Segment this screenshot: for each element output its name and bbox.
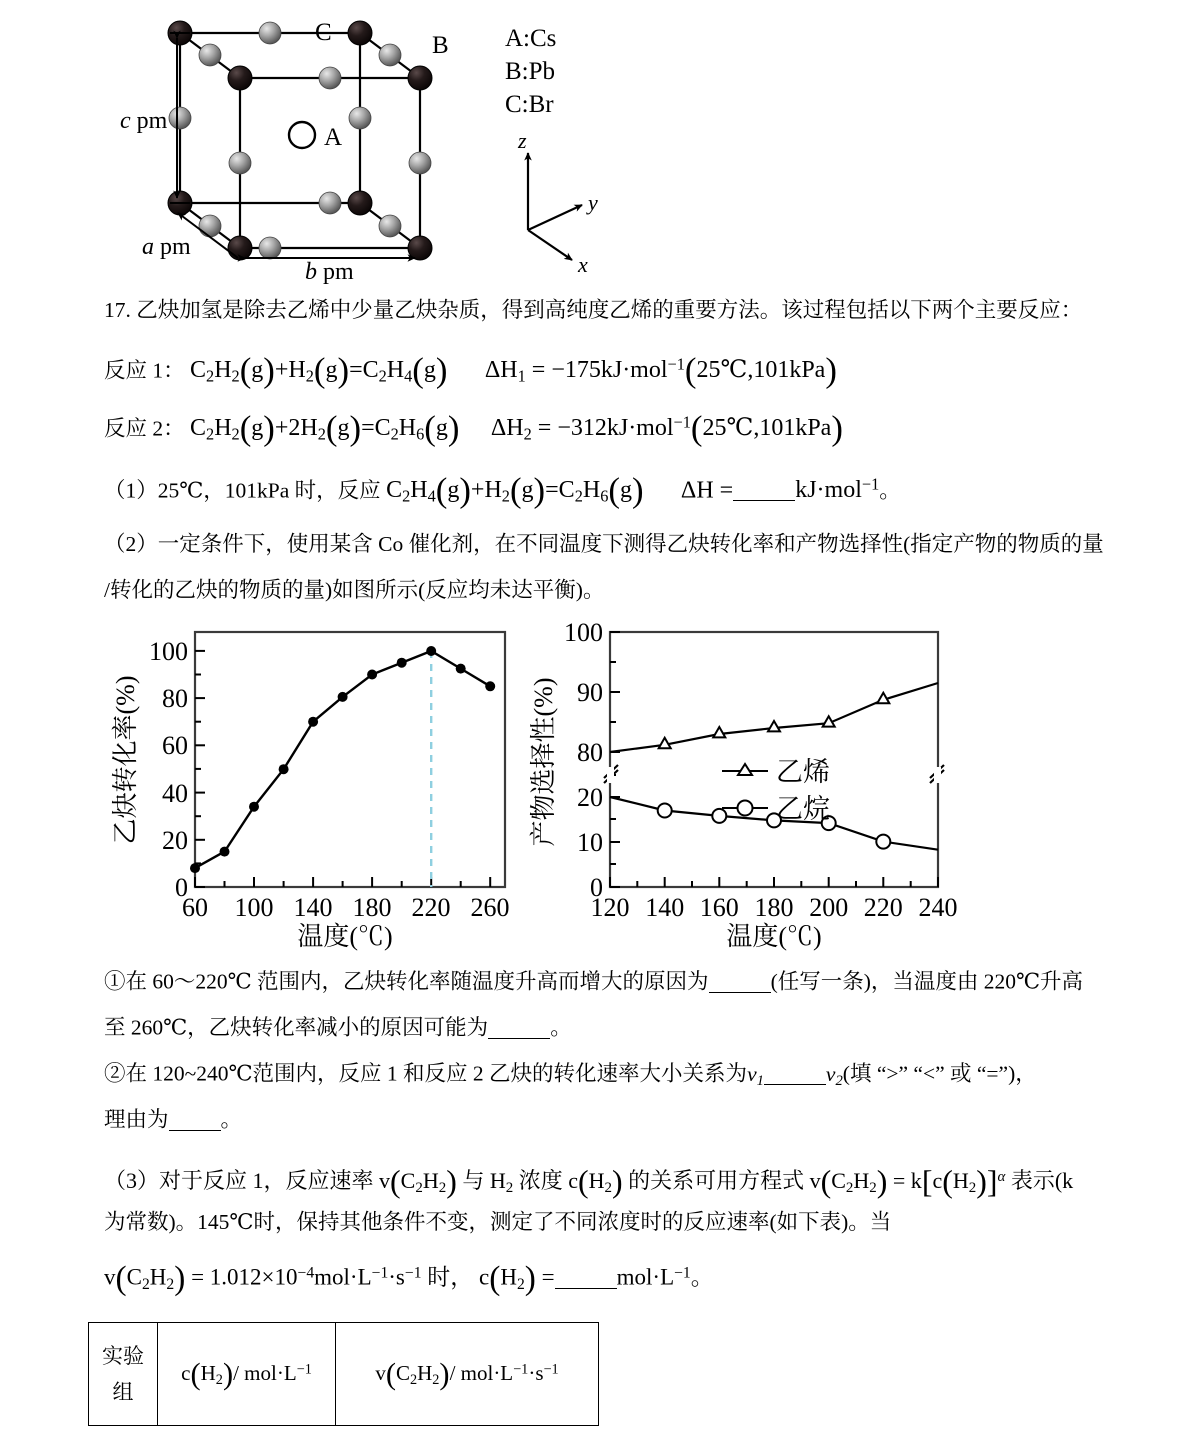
table-header-v-c2h2: $v(C_2H_2)/$ $mol\cdot L^{-1}\cdot s^{-1}$ <box>336 1323 599 1426</box>
selectivity-y-ticks <box>610 632 620 887</box>
reaction-1-enthalpy: $\Delta H_1$ = −175kJ·mol$^{-1}$(25℃,101kPa) <box>484 351 837 390</box>
reaction-2-enthalpy: $\Delta H_2$ = −312kJ·mol$^{-1}$(25℃,101kPa) <box>490 409 843 448</box>
table-header-exp-group <box>89 1323 158 1426</box>
part-1-equation: $C_2H_4(g)+H_2(g)=C_2H_6(g)$ <box>386 471 644 510</box>
sub1-answer-blank-1[interactable] <box>709 970 771 993</box>
sub2-line2-a: 理由为 <box>104 1107 169 1132</box>
svg-text:60: 60 <box>182 893 208 922</box>
conversion-series-points <box>190 646 495 873</box>
sub-question-1-line-1 <box>104 970 1083 993</box>
crystal-axis-x: x <box>578 252 588 277</box>
reaction-2-label: 反应 2： <box>104 416 185 441</box>
svg-text:140: 140 <box>645 893 685 922</box>
conversion-x-axis-label: 温度(℃) <box>297 922 393 951</box>
selectivity-x-ticks <box>610 877 938 887</box>
ethylene-series-line <box>610 683 938 752</box>
sub1-line1-b: (任写一条)，当温度由 220℃升高 <box>770 969 1084 994</box>
sub2-line1-a: ②在 120~240℃范围内，反应 1 和反应 2 乙炔的转化速率大小关系为 <box>104 1061 748 1086</box>
reaction-1-line <box>104 351 837 390</box>
sub-question-2-line-2 <box>104 1108 242 1131</box>
part-1-unit: kJ·mol$^{-1}$ <box>795 475 880 504</box>
svg-text:100: 100 <box>149 637 188 666</box>
sub-question-2-line-1 <box>104 1062 1037 1088</box>
svg-text:60: 60 <box>162 731 188 760</box>
svg-text:20: 20 <box>162 826 188 855</box>
reaction-1-equation: $C_2H_2(g)+H_2(g)=C_2H_4(g)$ <box>190 351 448 390</box>
part-3-end: 。 <box>690 1264 714 1290</box>
crystal-label-B: B <box>432 32 449 59</box>
svg-text:120: 120 <box>590 893 630 922</box>
sub2-answer-blank-1[interactable] <box>764 1062 826 1085</box>
crystal-label-a-pm: a pm <box>142 234 191 260</box>
reaction-2-equation: $C_2H_2(g)+2H_2(g)=C_2H_6(g)$ <box>190 409 460 448</box>
conversion-x-ticks <box>195 877 490 887</box>
conversion-y-ticks <box>195 651 205 887</box>
part-1-prefix: （1）25℃，101kPa 时，反应 <box>104 478 381 503</box>
svg-text:160: 160 <box>699 893 739 922</box>
reaction-1-label: 反应 1： <box>104 358 185 383</box>
legend-item-c: C:Br <box>505 91 554 118</box>
experiment-data-table <box>88 1322 599 1426</box>
selectivity-y-axis-label: 产物选择性(%) <box>529 677 558 847</box>
sub2-v1: $v_1$ <box>747 1061 764 1089</box>
selectivity-chart <box>528 612 968 952</box>
table-header-c-h2: $c(H_2)/$ $mol\cdot L^{-1}$ <box>158 1323 336 1426</box>
selectivity-x-axis-label: 温度(℃) <box>726 922 822 951</box>
svg-text:80: 80 <box>577 738 603 767</box>
exp-group-line-2: 组 <box>112 1380 134 1404</box>
selectivity-plot-frame <box>610 632 938 887</box>
crystal-label-A: A <box>324 124 343 151</box>
conversion-x-tick-labels <box>182 893 510 922</box>
svg-text:40: 40 <box>162 779 188 808</box>
svg-text:90: 90 <box>577 678 603 707</box>
legend-item-b: B:Pb <box>505 58 556 85</box>
conversion-chart-svg <box>110 612 530 952</box>
selectivity-y-tick-labels <box>564 618 603 902</box>
svg-text:180: 180 <box>352 893 392 922</box>
sub1-line2-b: 。 <box>550 1015 572 1040</box>
part-1-answer-blank[interactable] <box>733 479 795 502</box>
svg-text:100: 100 <box>234 893 274 922</box>
sub2-v2: $v_2$ <box>825 1061 843 1089</box>
svg-text:200: 200 <box>809 893 849 922</box>
legend-label-ethylene: 乙烯 <box>776 757 830 787</box>
selectivity-chart-svg <box>528 612 968 952</box>
reaction-2-line <box>104 409 843 448</box>
svg-text:140: 140 <box>293 893 333 922</box>
conversion-chart <box>110 612 530 952</box>
part-3-answer-blank[interactable] <box>555 1265 617 1289</box>
exp-group-line-1: 实验 <box>102 1344 144 1368</box>
legend-label-ethane: 乙烷 <box>776 794 830 824</box>
part-1-line <box>104 471 901 510</box>
selectivity-legend <box>722 757 830 824</box>
svg-text:240: 240 <box>918 893 958 922</box>
svg-text:260: 260 <box>470 893 510 922</box>
crystal-structure-svg <box>120 0 740 292</box>
conversion-y-tick-labels <box>149 637 188 902</box>
sub-question-1-line-2 <box>104 1016 572 1039</box>
legend-item-a: A:Cs <box>505 25 557 52</box>
svg-text:20: 20 <box>577 783 603 812</box>
crystal-legend <box>505 22 556 121</box>
part-2-line-2: /转化的乙炔的物质的量)如图所示(反应均未达平衡)。 <box>104 578 605 602</box>
cs-atom <box>289 122 315 148</box>
svg-text:0: 0 <box>175 873 188 902</box>
sub1-line1-a: ①在 60～220℃ 范围内，乙炔转化率随温度升高而增大的原因为 <box>104 969 709 994</box>
part-1-end: 。 <box>879 478 901 503</box>
svg-text:10: 10 <box>577 828 603 857</box>
sub2-line1-b: (填 “>” “<” 或 “=”)， <box>842 1061 1037 1086</box>
table-header-row <box>89 1323 599 1426</box>
svg-text:100: 100 <box>564 618 603 647</box>
svg-text:220: 220 <box>411 893 451 922</box>
crystal-structure-figure <box>120 0 740 292</box>
part-3-line-2: 为常数)。145℃时，保持其他条件不变，测定了不同浓度时的反应速率(如下表)。当 <box>104 1210 892 1234</box>
crystal-label-b-pm: b pm <box>305 259 354 285</box>
sub1-line2-a: 至 260℃，乙炔转化率减小的原因可能为 <box>104 1015 489 1040</box>
sub1-answer-blank-2[interactable] <box>488 1016 550 1039</box>
question-intro-text: 乙炔加氢是除去乙烯中少量乙炔杂质，得到高纯度乙烯的重要方法。该过程包括以下两个主要反应： <box>136 298 1083 322</box>
sub2-answer-blank-2[interactable] <box>169 1108 221 1131</box>
sub2-line2-b: 。 <box>220 1107 243 1132</box>
crystal-axis-z: z <box>518 128 527 153</box>
svg-text:0: 0 <box>590 873 603 902</box>
question-intro <box>104 300 1082 322</box>
part-3-line-3: $v(C_2H_2) = 1.012\times 10^{-4}mol\cdot L^{-1}\cdot s^{-1}$ 时， $c(H_2) = mol\cdot L^{-1}$。 <box>104 1260 714 1297</box>
svg-text:180: 180 <box>754 893 794 922</box>
part-2-line-1: （2）一定条件下，使用某含 Co 催化剂，在不同温度下测得乙炔转化率和产物选择性(指定产物的物质的量 <box>104 532 1104 556</box>
part-1-dh-label: ΔH = <box>680 477 734 504</box>
selectivity-x-tick-labels <box>591 893 958 922</box>
crystal-axis-y: y <box>588 190 598 215</box>
svg-text:220: 220 <box>863 893 903 922</box>
question-number: 17. <box>104 298 131 322</box>
conversion-y-axis-label: 乙炔转化率(%) <box>111 675 140 845</box>
ethane-series-points <box>658 804 891 849</box>
svg-text:80: 80 <box>162 684 188 713</box>
crystal-label-C: C <box>315 19 332 46</box>
crystal-label-c-pm: c pm <box>120 108 168 134</box>
selectivity-axis-break-icon <box>604 765 944 783</box>
conversion-series-line <box>195 651 490 868</box>
part-3-line-1: （3）对于反应 1，反应速率 $v(C_2H_2)$ 与 $H_2$ 浓度 $c(H_2)$ 的关系可用方程式 $v(C_2H_2) = k[c(H_2)]^\alpha$ 表示(k <box>104 1164 1074 1199</box>
